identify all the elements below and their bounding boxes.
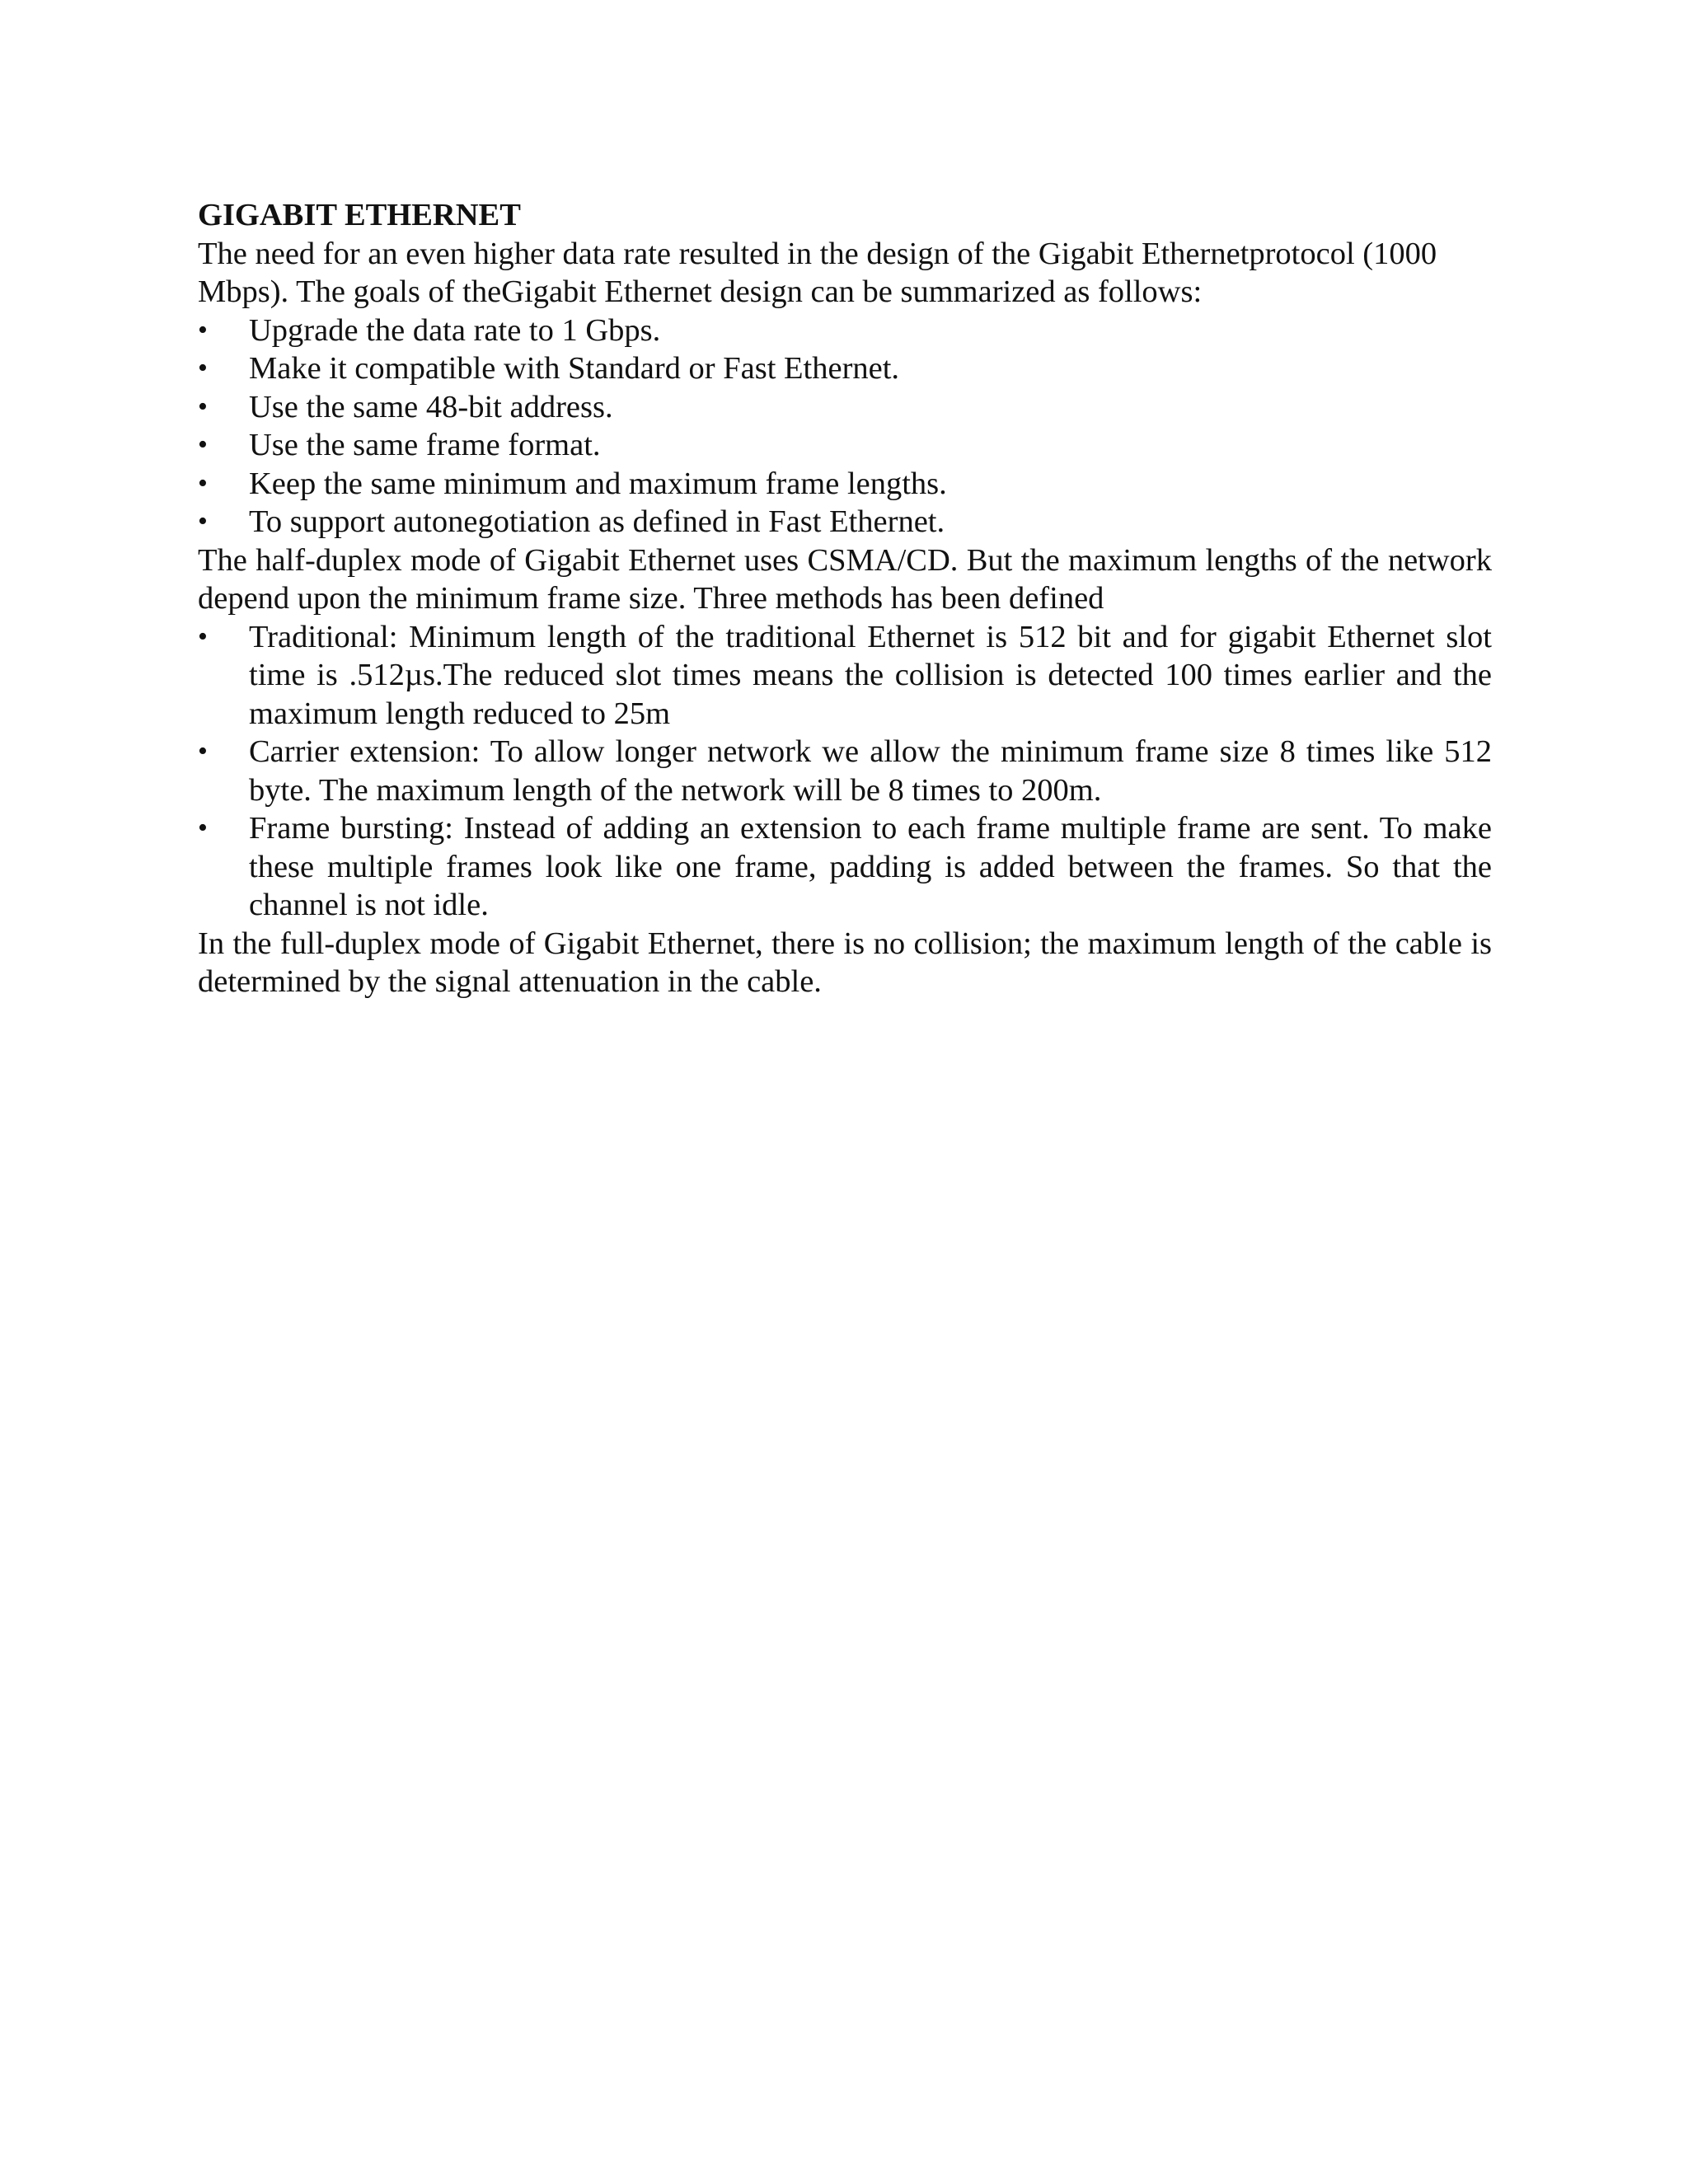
bullet-icon: •	[198, 429, 208, 460]
list-item-text: Traditional: Minimum length of the traditional Ethernet is 512 bit and for gigabit Ethernet slot time is .512µs.The reduced slot times means the collision is detected 100 times earlier and the maximum length reduced to 25m	[249, 619, 1492, 731]
bullet-icon: •	[198, 391, 208, 422]
bullet-icon: •	[198, 621, 208, 652]
bullet-icon: •	[198, 353, 208, 383]
bullet-icon: •	[198, 506, 208, 537]
bullet-icon: •	[198, 736, 208, 766]
bullet-icon: •	[198, 467, 208, 499]
list-item-text: Upgrade the data rate to 1 Gbps.	[249, 312, 661, 348]
bullet-icon: •	[198, 314, 208, 345]
list-item-text: Make it compatible with Standard or Fast Ethernet.	[249, 351, 900, 386]
list-item	[198, 733, 1492, 809]
document-page	[198, 196, 1492, 1001]
list-item-text: Use the same 48-bit address.	[249, 389, 613, 424]
list-item	[198, 312, 1492, 350]
list-item-text: Carrier extension: To allow longer network we allow the minimum frame size 8 times like 512 byte. The maximum length of the network will be 8 times to 200m.	[249, 734, 1492, 808]
list-item-text: Use the same frame format.	[249, 428, 601, 462]
list-item	[198, 349, 1492, 388]
intro-line-2: Mbps). The goals of theGigabit Ethernet design can be summarized as follows:	[198, 274, 1203, 309]
list-item-text: Frame bursting: Instead of adding an extension to each frame multiple frame are sent. To make these multiple frames look like one frame, padding is added between the frames. So that the channel is not idle.	[249, 811, 1492, 922]
list-item-text: To support autonegotiation as defined in Fast Ethernet.	[249, 504, 945, 539]
methods-list	[198, 618, 1492, 925]
list-item	[198, 426, 1492, 465]
list-item	[198, 809, 1492, 925]
section-heading: GIGABIT ETHERNET	[198, 198, 521, 232]
list-item	[198, 503, 1492, 541]
list-item-text: Keep the same minimum and maximum frame lengths.	[249, 466, 947, 501]
bullet-icon: •	[198, 813, 208, 843]
half-duplex-paragraph: The half-duplex mode of Gigabit Ethernet uses CSMA/CD. But the maximum lengths of the network depend upon the minimum frame size. Three methods has been defined	[198, 542, 1492, 616]
full-duplex-paragraph: In the full-duplex mode of Gigabit Ethernet, there is no collision; the maximum length of the cable is determined by the signal attenuation in the cable.	[198, 926, 1492, 999]
intro-line-1: The need for an even higher data rate resulted in the design of the Gigabit Ethernetprotocol (1000	[198, 236, 1437, 271]
list-item	[198, 465, 1492, 504]
goals-list	[198, 312, 1492, 541]
intro-paragraph	[198, 235, 1492, 312]
list-item	[198, 618, 1492, 733]
list-item	[198, 388, 1492, 427]
